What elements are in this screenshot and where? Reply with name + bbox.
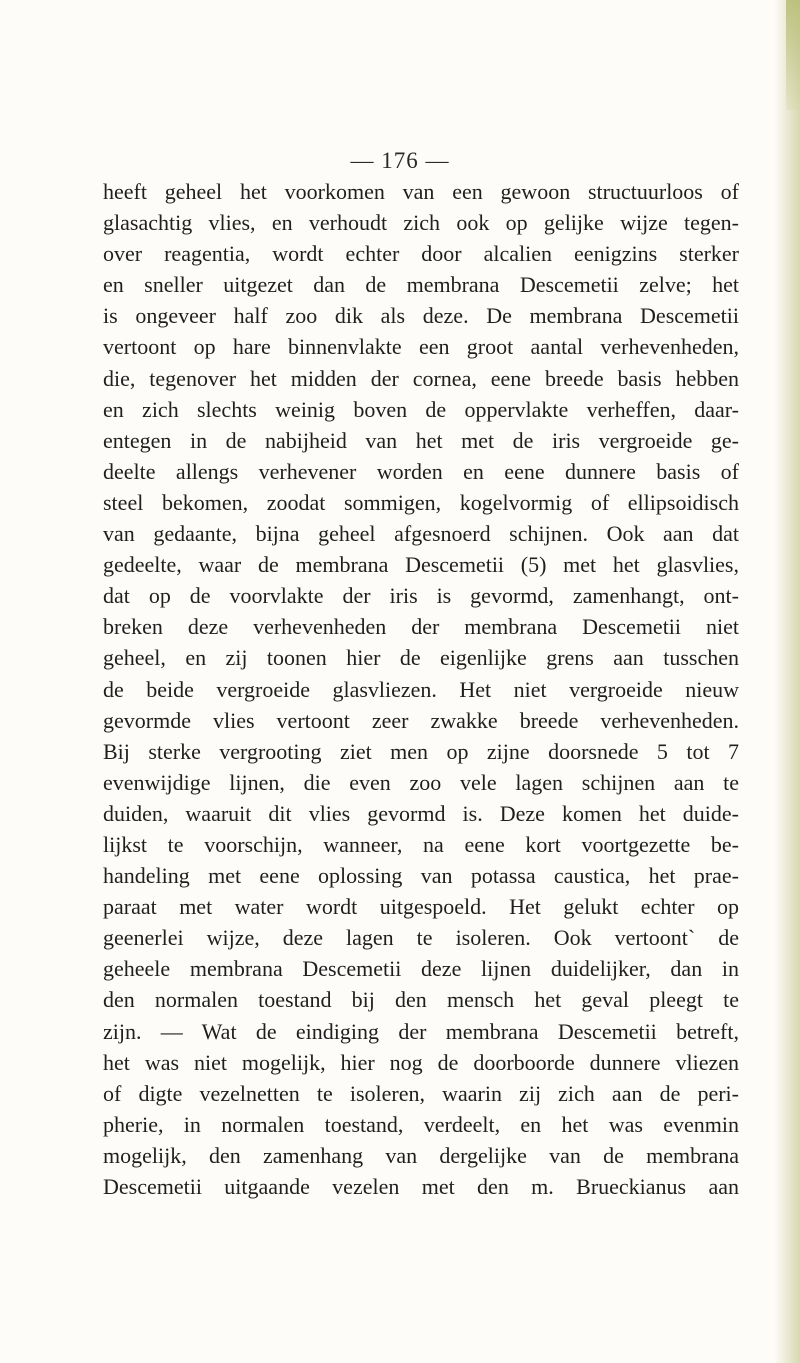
text-line: heeft geheel het voorkomen van een gewoon structuurloos of [103, 179, 739, 204]
text-line: vertoont op hare binnenvlakte een groot aantal verhevenheden, [103, 334, 739, 360]
text-line: paraat met water wordt uitgespoeld. Het gelukt echter op [103, 894, 739, 920]
text-line: pherie, in normalen toestand, verdeelt, en het was evenmin [103, 1111, 739, 1137]
text-line: handeling met eene oplossing van potassa caustica, het prae- [103, 863, 739, 889]
text-line: zijn. — Wat de eindiging der membrana Descemetii betreft, [103, 1018, 739, 1044]
text-line: dat op de voorvlakte der iris is gevormd, zamenhangt, ont- [103, 583, 739, 609]
text-line: den normalen toestand bij den mensch het geval pleegt te [103, 987, 739, 1013]
text-line: geenerlei wijze, deze lagen te isoleren. Ook vertoont` de [103, 925, 739, 951]
text-line: Descemetii uitgaande vezelen met den m. Brueckianus aan [103, 1174, 739, 1199]
text-line: glasachtig vlies, en verhoudt zich ook op gelijke wijze tegen- [103, 210, 739, 236]
text-line: lijkst te voorschijn, wanneer, na eene kort voortgezette be- [103, 831, 739, 857]
text-line: gevormde vlies vertoont zeer zwakke breede verhevenheden. [103, 707, 739, 733]
text-line: gedeelte, waar de membrana Descemetii (5) met het glasvlies, [103, 552, 739, 578]
text-line: entegen in de nabijheid van het met de iris vergroeide ge- [103, 427, 739, 453]
text-line: en sneller uitgezet dan de membrana Descemetii zelve; het [103, 272, 739, 298]
text-line: geheel, en zij toonen hier de eigenlijke grens aan tusschen [103, 645, 739, 671]
page-edge-shadow [774, 0, 800, 1363]
page-number: — 176 — [350, 148, 450, 173]
body-text [103, 176, 739, 1202]
text-line: het was niet mogelijk, hier nog de doorboorde dunnere vliezen [103, 1049, 739, 1075]
text-line: duiden, waaruit dit vlies gevormd is. Deze komen het duide- [103, 800, 739, 826]
text-line: geheele membrana Descemetii deze lijnen duidelijker, dan in [103, 956, 739, 982]
text-line: de beide vergroeide glasvliezen. Het niet vergroeide nieuw [103, 676, 739, 702]
text-line: breken deze verhevenheden der membrana Descemetii niet [103, 614, 739, 640]
page-corner-stain [786, 0, 800, 110]
text-line: van gedaante, bijna geheel afgesnoerd schijnen. Ook aan dat [103, 521, 739, 547]
text-line: die, tegenover het midden der cornea, eene breede basis hebben [103, 365, 739, 391]
text-line: steel bekomen, zoodat sommigen, kogelvormig of ellipsoidisch [103, 489, 739, 515]
text-line: Bij sterke vergrooting ziet men op zijne doorsnede 5 tot 7 [103, 738, 739, 764]
text-line: deelte allengs verhevener worden en eene dunnere basis of [103, 458, 739, 484]
text-line: en zich slechts weinig boven de oppervlakte verheffen, daar- [103, 396, 739, 422]
text-line: over reagentia, wordt echter door alcalien eenigzins sterker [103, 241, 739, 267]
text-line: evenwijdige lijnen, die even zoo vele lagen schijnen aan te [103, 769, 739, 795]
text-line: is ongeveer half zoo dik als deze. De membrana Descemetii [103, 303, 739, 329]
text-line: of digte vezelnetten te isoleren, waarin zij zich aan de peri- [103, 1080, 739, 1106]
text-line: mogelijk, den zamenhang van dergelijke van de membrana [103, 1142, 739, 1168]
